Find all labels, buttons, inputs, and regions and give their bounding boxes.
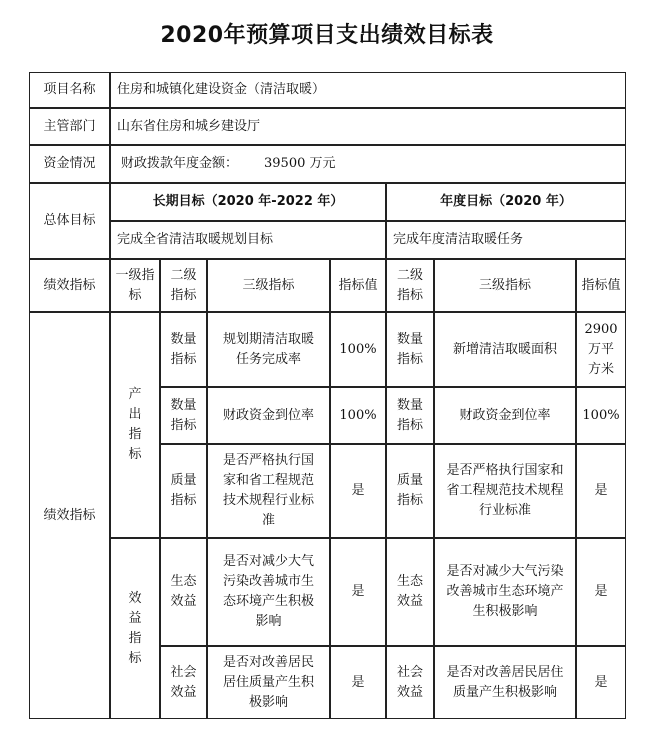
row4-an-value: 是 — [576, 538, 626, 646]
row3-an-level2: 质量指标 — [386, 444, 434, 538]
row2-an-value: 100% — [576, 387, 626, 444]
header-lt-value: 指标值 — [330, 259, 386, 312]
group-benefit: 效益指标 — [110, 538, 160, 719]
header-lt-level2: 二级指标 — [160, 259, 207, 312]
row5-an-level2: 社会效益 — [386, 646, 434, 719]
indicator-section-label: 绩效指标 — [29, 259, 110, 312]
project-name-label: 项目名称 — [29, 72, 110, 108]
row3-lt-level2: 质量指标 — [160, 444, 207, 538]
row1-an-level3: 新增清洁取暖面积 — [434, 312, 576, 387]
row1-lt-level3: 规划期清洁取暖任务完成率 — [207, 312, 330, 387]
row1-an-level2: 数量指标 — [386, 312, 434, 387]
row4-an-level3: 是否对减少大气污染改善城市生态环境产生积极影响 — [434, 538, 576, 646]
department-value: 山东省住房和城乡建设厅 — [110, 108, 626, 145]
row5-lt-value: 是 — [330, 646, 386, 719]
header-lt-level3: 三级指标 — [207, 259, 330, 312]
row5-an-level3: 是否对改善居民居住质量产生积极影响 — [434, 646, 576, 719]
row5-lt-level3: 是否对改善居民居住质量产生积极影响 — [207, 646, 330, 719]
header-level1: 一级指标 — [110, 259, 160, 312]
project-name-value: 住房和城镇化建设资金（清洁取暖） — [110, 72, 626, 108]
header-an-value: 指标值 — [576, 259, 626, 312]
performance-label: 绩效指标 — [29, 312, 110, 719]
row1-lt-level2: 数量指标 — [160, 312, 207, 387]
funding-amount: 39500 万元 — [264, 156, 336, 171]
row4-lt-level3: 是否对减少大气污染改善城市生态环境产生积极影响 — [207, 538, 330, 646]
row4-an-level2: 生态效益 — [386, 538, 434, 646]
row3-an-level3: 是否严格执行国家和省工程规范技术规程行业标准 — [434, 444, 576, 538]
header-an-level2: 二级指标 — [386, 259, 434, 312]
header-an-level3: 三级指标 — [434, 259, 576, 312]
row2-an-level2: 数量指标 — [386, 387, 434, 444]
department-label: 主管部门 — [29, 108, 110, 145]
funding-row — [110, 145, 626, 183]
row2-lt-value: 100% — [330, 387, 386, 444]
row1-an-value: 2900万平方米 — [576, 312, 626, 387]
row2-lt-level2: 数量指标 — [160, 387, 207, 444]
page-title: 2020年预算项目支出绩效目标表 — [160, 23, 494, 48]
row4-lt-value: 是 — [330, 538, 386, 646]
long-term-goal-header: 长期目标（2020 年-2022 年） — [110, 183, 386, 221]
overall-goal-label: 总体目标 — [29, 183, 110, 259]
row3-an-value: 是 — [576, 444, 626, 538]
funding-label: 资金情况 — [29, 145, 110, 183]
row1-lt-value: 100% — [330, 312, 386, 387]
row3-lt-level3: 是否严格执行国家和省工程规范技术规程行业标准 — [207, 444, 330, 538]
row3-lt-value: 是 — [330, 444, 386, 538]
group-output: 产出指标 — [110, 312, 160, 538]
row2-lt-level3: 财政资金到位率 — [207, 387, 330, 444]
row5-lt-level2: 社会效益 — [160, 646, 207, 719]
row2-an-level3: 财政资金到位率 — [434, 387, 576, 444]
annual-goal-text: 完成年度清洁取暖任务 — [386, 221, 626, 259]
long-term-goal-text: 完成全省清洁取暖规划目标 — [110, 221, 386, 259]
row5-an-value: 是 — [576, 646, 626, 719]
funding-item-label: 财政拨款年度金额： — [121, 156, 239, 171]
annual-goal-header: 年度目标（2020 年） — [386, 183, 626, 221]
row4-lt-level2: 生态效益 — [160, 538, 207, 646]
